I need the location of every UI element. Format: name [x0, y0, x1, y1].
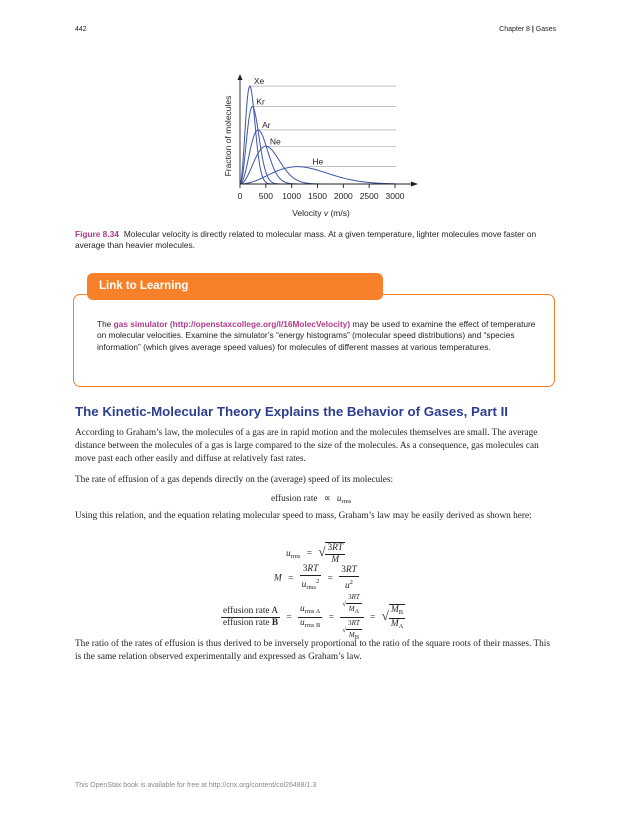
series-curve-kr [240, 106, 395, 184]
x-axis-label-var: v [323, 208, 329, 218]
series-label-ne: Ne [269, 136, 281, 147]
x-tick-label-3000: 3000 [385, 191, 405, 201]
x-axis-arrow [411, 182, 418, 187]
x-ticks [238, 184, 405, 201]
equation-molar-mass [274, 564, 359, 593]
eq1-left: effusion rate [271, 494, 318, 504]
eq2-root-sign: √ [318, 544, 326, 560]
eq2-rms: rms [290, 553, 301, 561]
eq4-equals-3: = [370, 612, 376, 623]
eq3-M: M [274, 573, 282, 584]
equation-urms [286, 542, 345, 566]
eq4-mass-radical: √ $\frac{M_B}{M_A}$ [381, 604, 404, 630]
figure-caption [75, 229, 560, 252]
x-tick-label-0: 0 [237, 191, 243, 201]
eq1-u: u [336, 494, 342, 504]
page-number: 442 [75, 26, 87, 33]
equation-grahams-law [221, 592, 405, 643]
x-axis-label [292, 208, 350, 218]
x-tick-label-2000: 2000 [333, 191, 353, 201]
x-axis-label-prefix: Velocity [292, 208, 324, 218]
series-curve-he [240, 167, 395, 184]
eq4-urms-ratio: $\frac{u_{rms A}}{u_{rms B}}$ [300, 604, 321, 629]
eq4-sqrt-ratio: √ $\frac{3RT}{MA}$ √ $\frac{3RT}{MB}$ [340, 592, 364, 643]
x-tick-label-500: 500 [258, 191, 273, 201]
series-labels [254, 76, 324, 167]
eq2-equals: = [306, 549, 312, 560]
velocity-distribution-chart [218, 74, 418, 224]
series-label-ar: Ar [262, 119, 271, 130]
equation-effusion-proportional [271, 493, 351, 505]
link-to-learning-title: Link to Learning [87, 273, 383, 300]
figure-caption-text: Molecular velocity is directly related to molecular mass. At a given temperature, lighter molecules move faster on average than heavier molecules. [75, 229, 537, 251]
eq2-radical [318, 542, 345, 566]
chapter-label: Chapter 8 [499, 26, 530, 33]
header-separator: | [531, 26, 534, 33]
y-axis-label: Fraction of molecules [223, 95, 233, 177]
eq2-fraction: $\frac{3RT}{M}$ [327, 543, 343, 565]
gas-simulator-link[interactable]: gas simulator (http://openstaxcollege.org/l/16MolecVelocity) [113, 319, 351, 329]
eq3-fraction-2: $\frac{3RT}{u^2}$ [341, 565, 357, 591]
eq3-fraction-1: $\frac{3RT}{u_{rms}^2}$ [301, 564, 320, 591]
link-to-learning-text [97, 319, 537, 353]
paragraph-effusion-rate: The rate of effusion of a gas depends directly on the (average) speed of its molecules: [75, 475, 394, 485]
chapter-title: Gases [535, 26, 556, 33]
eq3-equals-2: = [327, 573, 333, 584]
x-tick-label-2500: 2500 [359, 191, 379, 201]
eq4-rate-ratio: $\frac{\text{effusion rate A}}{\text{effusion rate B}}$ [223, 606, 279, 628]
x-tick-label-1500: 1500 [308, 191, 327, 201]
figure-label: Figure 8.34 [75, 229, 119, 239]
eq4-equals-1: = [286, 612, 292, 623]
x-axis-label-suffix: (m/s) [328, 208, 350, 218]
running-header [499, 26, 556, 33]
section-title: The Kinetic-Molecular Theory Explains the Behavior of Gases, Part II [75, 404, 509, 419]
series-label-kr: Kr [256, 96, 265, 107]
eq1-proportional: ∝ [323, 494, 331, 504]
x-tick-label-1000: 1000 [282, 191, 302, 201]
eq1-rms: rms [341, 498, 352, 505]
series-label-xe: Xe [253, 76, 265, 87]
eq3-equals-1: = [288, 573, 294, 584]
grid-lines [250, 86, 396, 167]
ltl-text-before: The [97, 319, 114, 329]
paragraph-conclusion: The ratio of the rates of effusion is thus derived to be inversely proportional to the ratio of the square roots of their masses. This is the same relation observed experimentally and expressed as Graham’s law. [75, 639, 550, 663]
footer-note: This OpenStax book is available for free at http://cnx.org/content/col26488/1.3 [75, 782, 317, 789]
eq4-equals-2: = [328, 612, 334, 623]
y-axis-arrow [238, 74, 243, 80]
paragraph-grahams-law: According to Graham’s law, the molecules of a gas are in rapid motion and the molecules themselves are small. The average distance between the molecules of a gas is large compared to the size of the molecules. As a consequence, gas molecules can move past each other easily and diffuse at relatively fast rates. [75, 428, 539, 465]
paragraph-derivation: Using this relation, and the equation relating molecular speed to mass, Graham’s law may be easily derived as shown here: [75, 511, 532, 521]
eq2-u: u [286, 549, 291, 560]
ltl-text-after: may be used to examine the effect of temperature on molecular velocities. Examine the simulator’s “energy histograms” (molecular speed distributions) and “species information” (which gives average speed values) for molecules of different masses at various temperatures. [97, 319, 536, 352]
series-label-he: He [312, 156, 324, 167]
